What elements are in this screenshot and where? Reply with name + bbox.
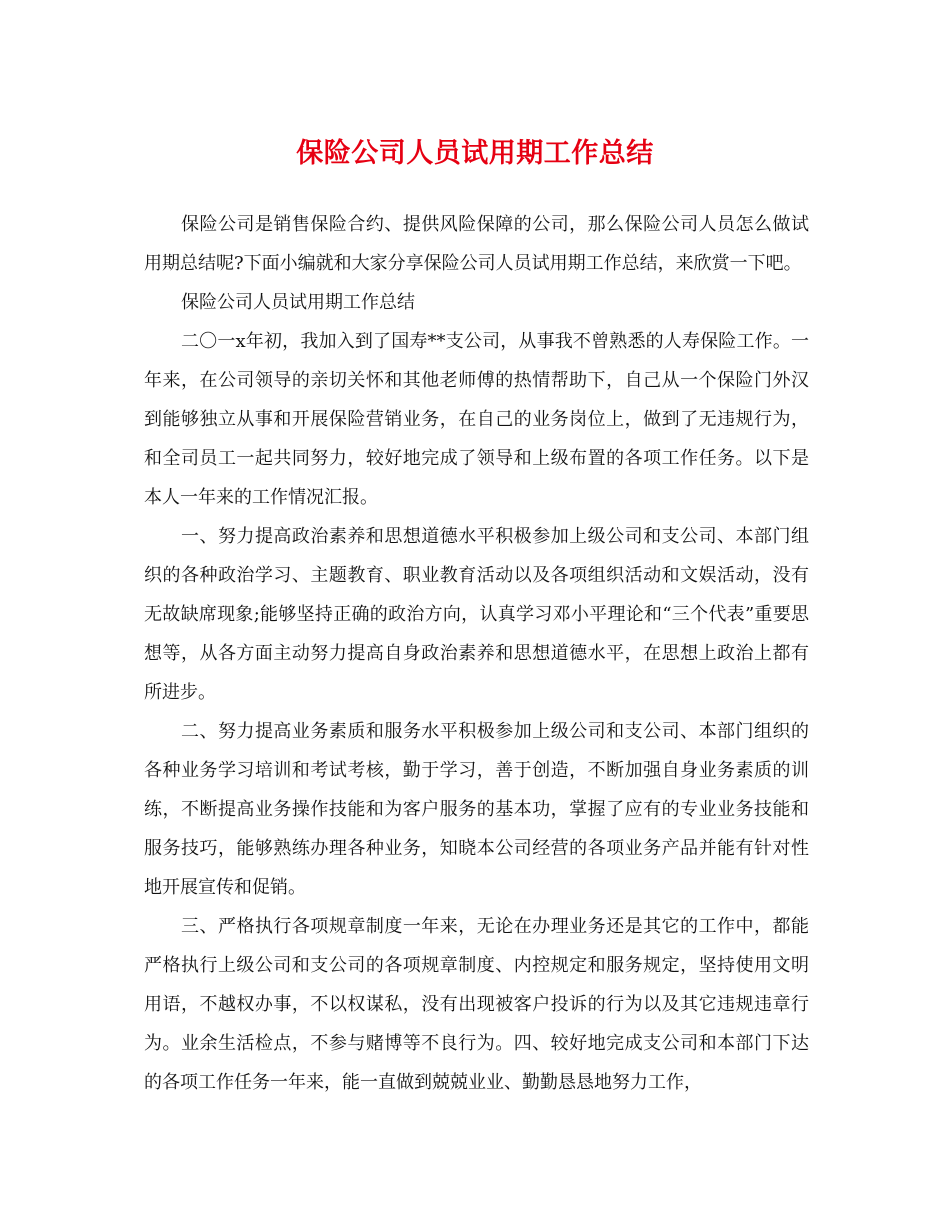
paragraph-intro: 保险公司是销售保险合约、提供风险保障的公司，那么保险公司人员怎么做试用期总结呢?下面小编就和大家分享保险公司人员试用期工作总结，来欣赏一下吧。 bbox=[144, 214, 809, 274]
paragraph-section-2: 二、努力提高业务素质和服务水平积极参加上级公司和支公司、本部门组织的各种业务学习培训和考试考核，勤于学习，善于创造，不断加强自身业务素质的训练，不断提高业务操作技能和为客户服务的基本功，掌握了应有的专业业务技能和服务技巧，能够熟练办理各种业务，知晓本公司经营的各项业务产品并能有针对性地开展宣传和促销。 bbox=[144, 721, 809, 898]
document-body bbox=[144, 205, 809, 1102]
paragraph-section-1: 一、努力提高政治素养和思想道德水平积极参加上级公司和支公司、本部门组织的各种政治学习、主题教育、职业教育活动以及各项组织活动和文娱活动，没有无故缺席现象;能够坚持正确的政治方向，认真学习邓小平理论和“三个代表”重要思想等，从各方面主动努力提高自身政治素养和思想道德水平，在思想上政治上都有所进步。 bbox=[144, 526, 809, 703]
paragraph-subtitle: 保险公司人员试用期工作总结 bbox=[181, 292, 415, 313]
paragraph-section-3: 三、严格执行各项规章制度一年来，无论在办理业务还是其它的工作中，都能严格执行上级公司和支公司的各项规章制度、内控规定和服务规定，坚持使用文明用语，不越权办事，不以权谋私，没有出现被客户投诉的行为以及其它违规违章行为。业余生活检点，不参与赌博等不良行为。四、较好地完成支公司和本部门下达的各项工作任务一年来，能一直做到兢兢业业、勤勤恳恳地努力工作， bbox=[144, 916, 809, 1093]
paragraph-overview: 二〇一x年初，我加入到了国寿**支公司，从事我不曾熟悉的人寿保险工作。一年来，在公司领导的亲切关怀和其他老师傅的热情帮助下，自己从一个保险门外汉到能够独立从事和开展保险营销业务，在自己的业务岗位上，做到了无违规行为，和全司员工一起共同努力，较好地完成了领导和上级布置的各项工作任务。以下是本人一年来的工作情况汇报。 bbox=[144, 331, 809, 508]
document-title: 保险公司人员试用期工作总结 bbox=[296, 138, 654, 169]
